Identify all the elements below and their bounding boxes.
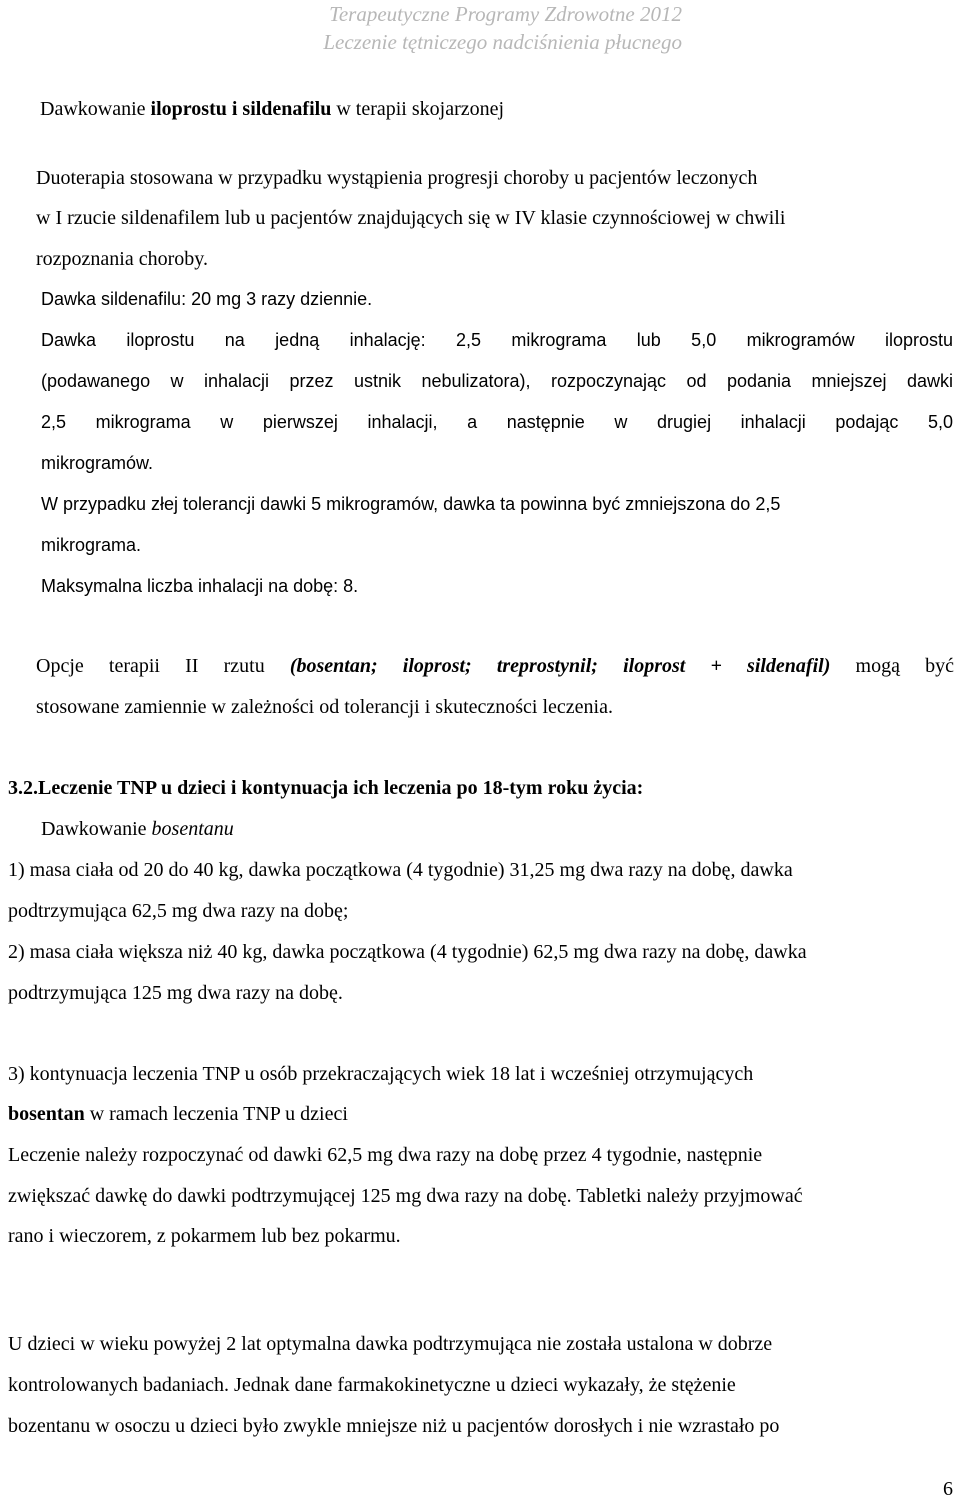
paragraph-line: Duoterapia stosowana w przypadku wystąpienia progresji choroby u pacjentów leczonych (36, 167, 758, 189)
iloprost-dose-line: (podawanego w inhalacji przez ustnik nebulizatora), rozpoczynając od podania mniejszej dawki (41, 371, 953, 391)
section-heading-3-2: 3.2.Leczenie TNP u dzieci i kontynuacja ich leczenia po 18-tym roku życia: (8, 777, 644, 799)
paragraph-line: rano i wieczorem, z pokarmem lub bez pokarmu. (8, 1225, 401, 1247)
running-header (323, 0, 682, 56)
subheading-bosentan: Dawkowanie bosentanu (41, 818, 234, 840)
sildenafil-dose: Dawka sildenafilu: 20 mg 3 razy dziennie. (41, 289, 373, 309)
iloprost-dose-line: mikrogramów. (41, 453, 154, 473)
header-program: Terapeutyczne Programy Zdrowotne 2012 (329, 2, 682, 26)
list-item: 2) masa ciała większa niż 40 kg, dawka początkowa (4 tygodnie) 62,5 mg dwa razy na dobę, dawka (8, 941, 807, 963)
page-number: 6 (943, 1478, 953, 1500)
paragraph-line: bozentanu w osoczu u dzieci było zwykle mniejsze niż u pacjentów dorosłych i nie wzrastało po (8, 1415, 780, 1437)
second-line-options: Opcje terapii II rzutu (bosentan; iloprost; treprostynil; iloprost + sildenafil) mogą być (36, 655, 954, 677)
paragraph-line: w I rzucie sildenafilem lub u pacjentów znajdujących się w IV klasie czynnościowej w chwili (36, 207, 786, 229)
paragraph-line: zwiększać dawkę do dawki podtrzymującej 125 mg dwa razy na dobę. Tabletki należy przyjmować (8, 1185, 803, 1207)
list-item: 3) kontynuacja leczenia TNP u osób przekraczających wiek 18 lat i wcześniej otrzymujących (8, 1063, 754, 1085)
paragraph-line: Leczenie należy rozpoczynać od dawki 62,5 mg dwa razy na dobę przez 4 tygodnie, następnie (8, 1144, 763, 1166)
list-item: 1) masa ciała od 20 do 40 kg, dawka początkowa (4 tygodnie) 31,25 mg dwa razy na dobę, dawka (8, 859, 793, 881)
max-inhalations: Maksymalna liczba inhalacji na dobę: 8. (41, 576, 359, 596)
section-heading-combo: Dawkowanie iloprostu i sildenafilu w terapii skojarzonej (40, 98, 505, 120)
list-item: podtrzymująca 125 mg dwa razy na dobę. (8, 982, 343, 1004)
list-item: bosentan w ramach leczenia TNP u dzieci (8, 1103, 348, 1125)
paragraph-line: rozpoznania choroby. (36, 248, 208, 270)
tolerance-note: W przypadku złej tolerancji dawki 5 mikrogramów, dawka ta powinna być zmniejszona do 2,5 (41, 494, 781, 514)
iloprost-dose-line: 2,5 mikrograma w pierwszej inhalacji, a następnie w drugiej inhalacji podając 5,0 (41, 412, 953, 432)
paragraph-line: kontrolowanych badaniach. Jednak dane farmakokinetyczne u dzieci wykazały, że stężenie (8, 1374, 736, 1396)
paragraph-line: stosowane zamiennie w zależności od tolerancji i skuteczności leczenia. (36, 696, 613, 718)
paragraph-line: U dzieci w wieku powyżej 2 lat optymalna dawka podtrzymująca nie została ustalona w dobrze (8, 1333, 773, 1355)
iloprost-dose-line: Dawka iloprostu na jedną inhalację: 2,5 mikrograma lub 5,0 mikrogramów iloprostu (41, 330, 953, 350)
tolerance-note: mikrograma. (41, 535, 142, 555)
list-item: podtrzymująca 62,5 mg dwa razy na dobę; (8, 900, 349, 922)
header-topic: Leczenie tętniczego nadciśnienia płucnego (323, 30, 682, 54)
